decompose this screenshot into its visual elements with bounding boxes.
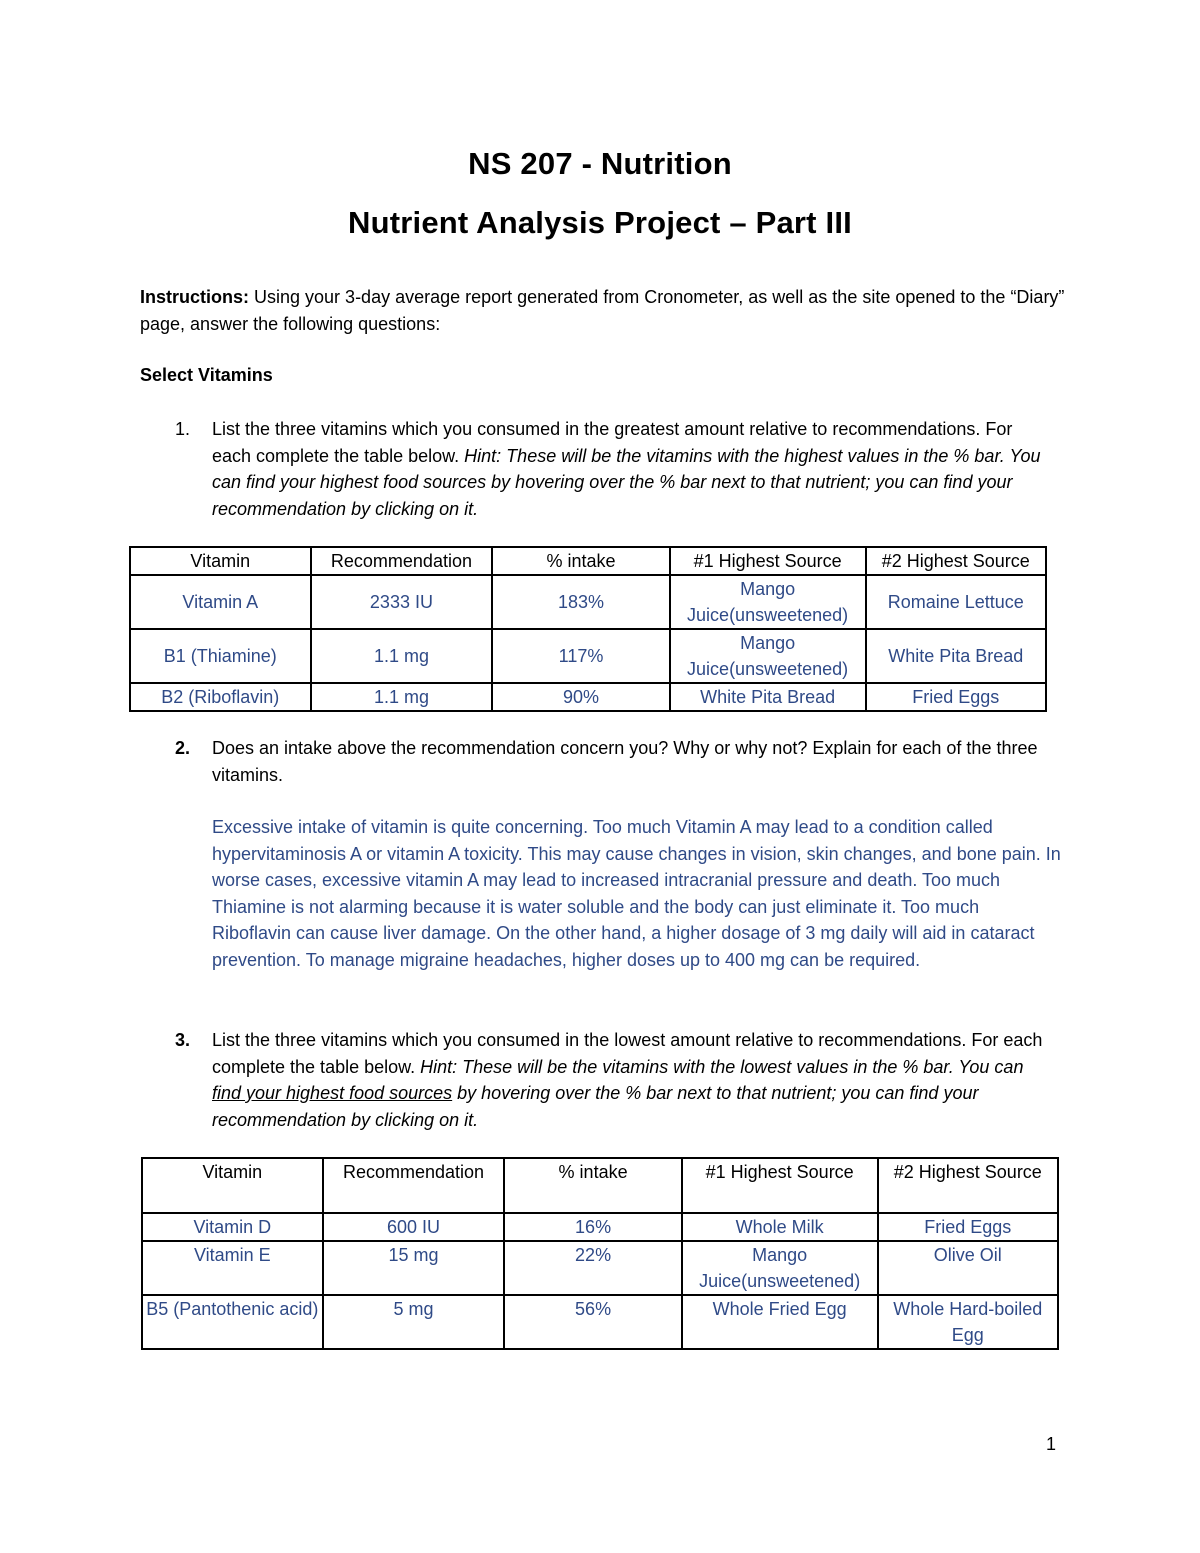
table-highest-vitamins (129, 546, 1047, 712)
header-recommendation: Recommendation (323, 1158, 505, 1213)
cell-source-2: Fried Eggs (878, 1213, 1058, 1241)
table-row (130, 683, 1046, 711)
cell-recommendation: 15 mg (323, 1241, 505, 1295)
header-source-2: #2 Highest Source (878, 1158, 1058, 1213)
section-title: Select Vitamins (140, 365, 273, 385)
cell-vitamin: Vitamin A (130, 575, 311, 629)
question-3-hint-link: find your highest food sources (212, 1083, 453, 1103)
cell-recommendation: 2333 IU (311, 575, 493, 629)
cell-intake: 22% (504, 1241, 681, 1295)
cell-intake: 183% (492, 575, 669, 629)
cell-recommendation: 1.1 mg (311, 683, 493, 711)
instructions-label: Instructions: (140, 287, 250, 307)
table-header-row (142, 1158, 1058, 1213)
header-source-1: #1 Highest Source (682, 1158, 878, 1213)
course-title: NS 207 - Nutrition (468, 146, 732, 181)
instructions (140, 284, 1070, 337)
table-row (130, 575, 1046, 629)
page-number: 1 (1046, 1434, 1057, 1454)
question-3-text (212, 1027, 1052, 1133)
table-lowest-vitamins (141, 1157, 1059, 1350)
cell-intake: 117% (492, 629, 669, 683)
question-2-text: Does an intake above the recommendation concern you? Why or why not? Explain for each of the three vitamins. (212, 738, 1038, 785)
table-header-row (130, 547, 1046, 575)
cell-source-2: Olive Oil (878, 1241, 1058, 1295)
cell-vitamin: B2 (Riboflavin) (130, 683, 311, 711)
question-3-body: List the three vitamins which you consumed in the lowest amount relative to recommendations. For each complete the table below. (212, 1030, 1043, 1077)
question-2-answer: Excessive intake of vitamin is quite concerning. Too much Vitamin A may lead to a condition called hypervitaminosis A or vitamin A toxicity. This may cause changes in vision, skin changes, and bone pain. In worse cases, excessive vitamin A may lead to increased intracranial pressure and death. Too much Thiamine is not alarming because it is water soluble and the body can just eliminate it. Too much Riboflavin can cause liver damage. On the other hand, a higher dosage of 3 mg daily will aid in cataract prevention. To manage migraine headaches, higher doses up to 400 mg can be required. (212, 817, 1061, 970)
question-1-hint: Hint: These will be the vitamins with the highest values in the % bar. You can find your highest food sources by hovering over the % bar next to that nutrient; you can find your recommendation by clicking on it. (212, 445, 1041, 519)
header-source-1: #1 Highest Source (670, 547, 866, 575)
table-row (142, 1295, 1058, 1349)
cell-source-1: Whole Milk (682, 1213, 878, 1241)
cell-vitamin: Vitamin D (142, 1213, 323, 1241)
cell-intake: 16% (504, 1213, 681, 1241)
cell-intake: 90% (492, 683, 669, 711)
cell-vitamin: B1 (Thiamine) (130, 629, 311, 683)
question-1-number: 1. (175, 419, 191, 439)
cell-source-2: Romaine Lettuce (866, 575, 1046, 629)
cell-vitamin: B5 (Pantothenic acid) (142, 1295, 323, 1349)
cell-source-1: Mango Juice(unsweetened) (682, 1241, 878, 1295)
cell-source-1: Whole Fried Egg (682, 1295, 878, 1349)
cell-vitamin: Vitamin E (142, 1241, 323, 1295)
cell-source-1: Mango Juice(unsweetened) (670, 629, 866, 683)
cell-recommendation: 1.1 mg (311, 629, 493, 683)
header-vitamin: Vitamin (130, 547, 311, 575)
question-3-number: 3. (175, 1030, 191, 1050)
question-2-number: 2. (175, 738, 191, 758)
header-recommendation: Recommendation (311, 547, 493, 575)
instructions-text: Using your 3-day average report generated from Cronometer, as well as the site opened to the “Diary” page, answer the following questions: (140, 287, 1065, 334)
cell-recommendation: 5 mg (323, 1295, 505, 1349)
question-1-text (212, 416, 1052, 522)
cell-source-1: Mango Juice(unsweetened) (670, 575, 866, 629)
cell-intake: 56% (504, 1295, 681, 1349)
project-title: Nutrient Analysis Project – Part III (348, 205, 852, 240)
header-source-2: #2 Highest Source (866, 547, 1046, 575)
table-row (130, 629, 1046, 683)
question-3-hint-b: by hovering over the % bar next to that nutrient; you can find your recommendation by clicking on it. (212, 1083, 979, 1130)
header-intake: % intake (504, 1158, 681, 1213)
question-1-body: List the three vitamins which you consumed in the greatest amount relative to recommendations. For each complete the table below. (212, 419, 1013, 466)
header-vitamin: Vitamin (142, 1158, 323, 1213)
header-intake: % intake (492, 547, 669, 575)
table-row (142, 1241, 1058, 1295)
table-row (142, 1213, 1058, 1241)
cell-recommendation: 600 IU (323, 1213, 505, 1241)
question-3-hint-a: Hint: These will be the vitamins with the lowest values in the % bar. You can (420, 1056, 1024, 1077)
cell-source-2: Fried Eggs (866, 683, 1046, 711)
cell-source-2: Whole Hard-boiled Egg (878, 1295, 1058, 1349)
cell-source-1: White Pita Bread (670, 683, 866, 711)
cell-source-2: White Pita Bread (866, 629, 1046, 683)
